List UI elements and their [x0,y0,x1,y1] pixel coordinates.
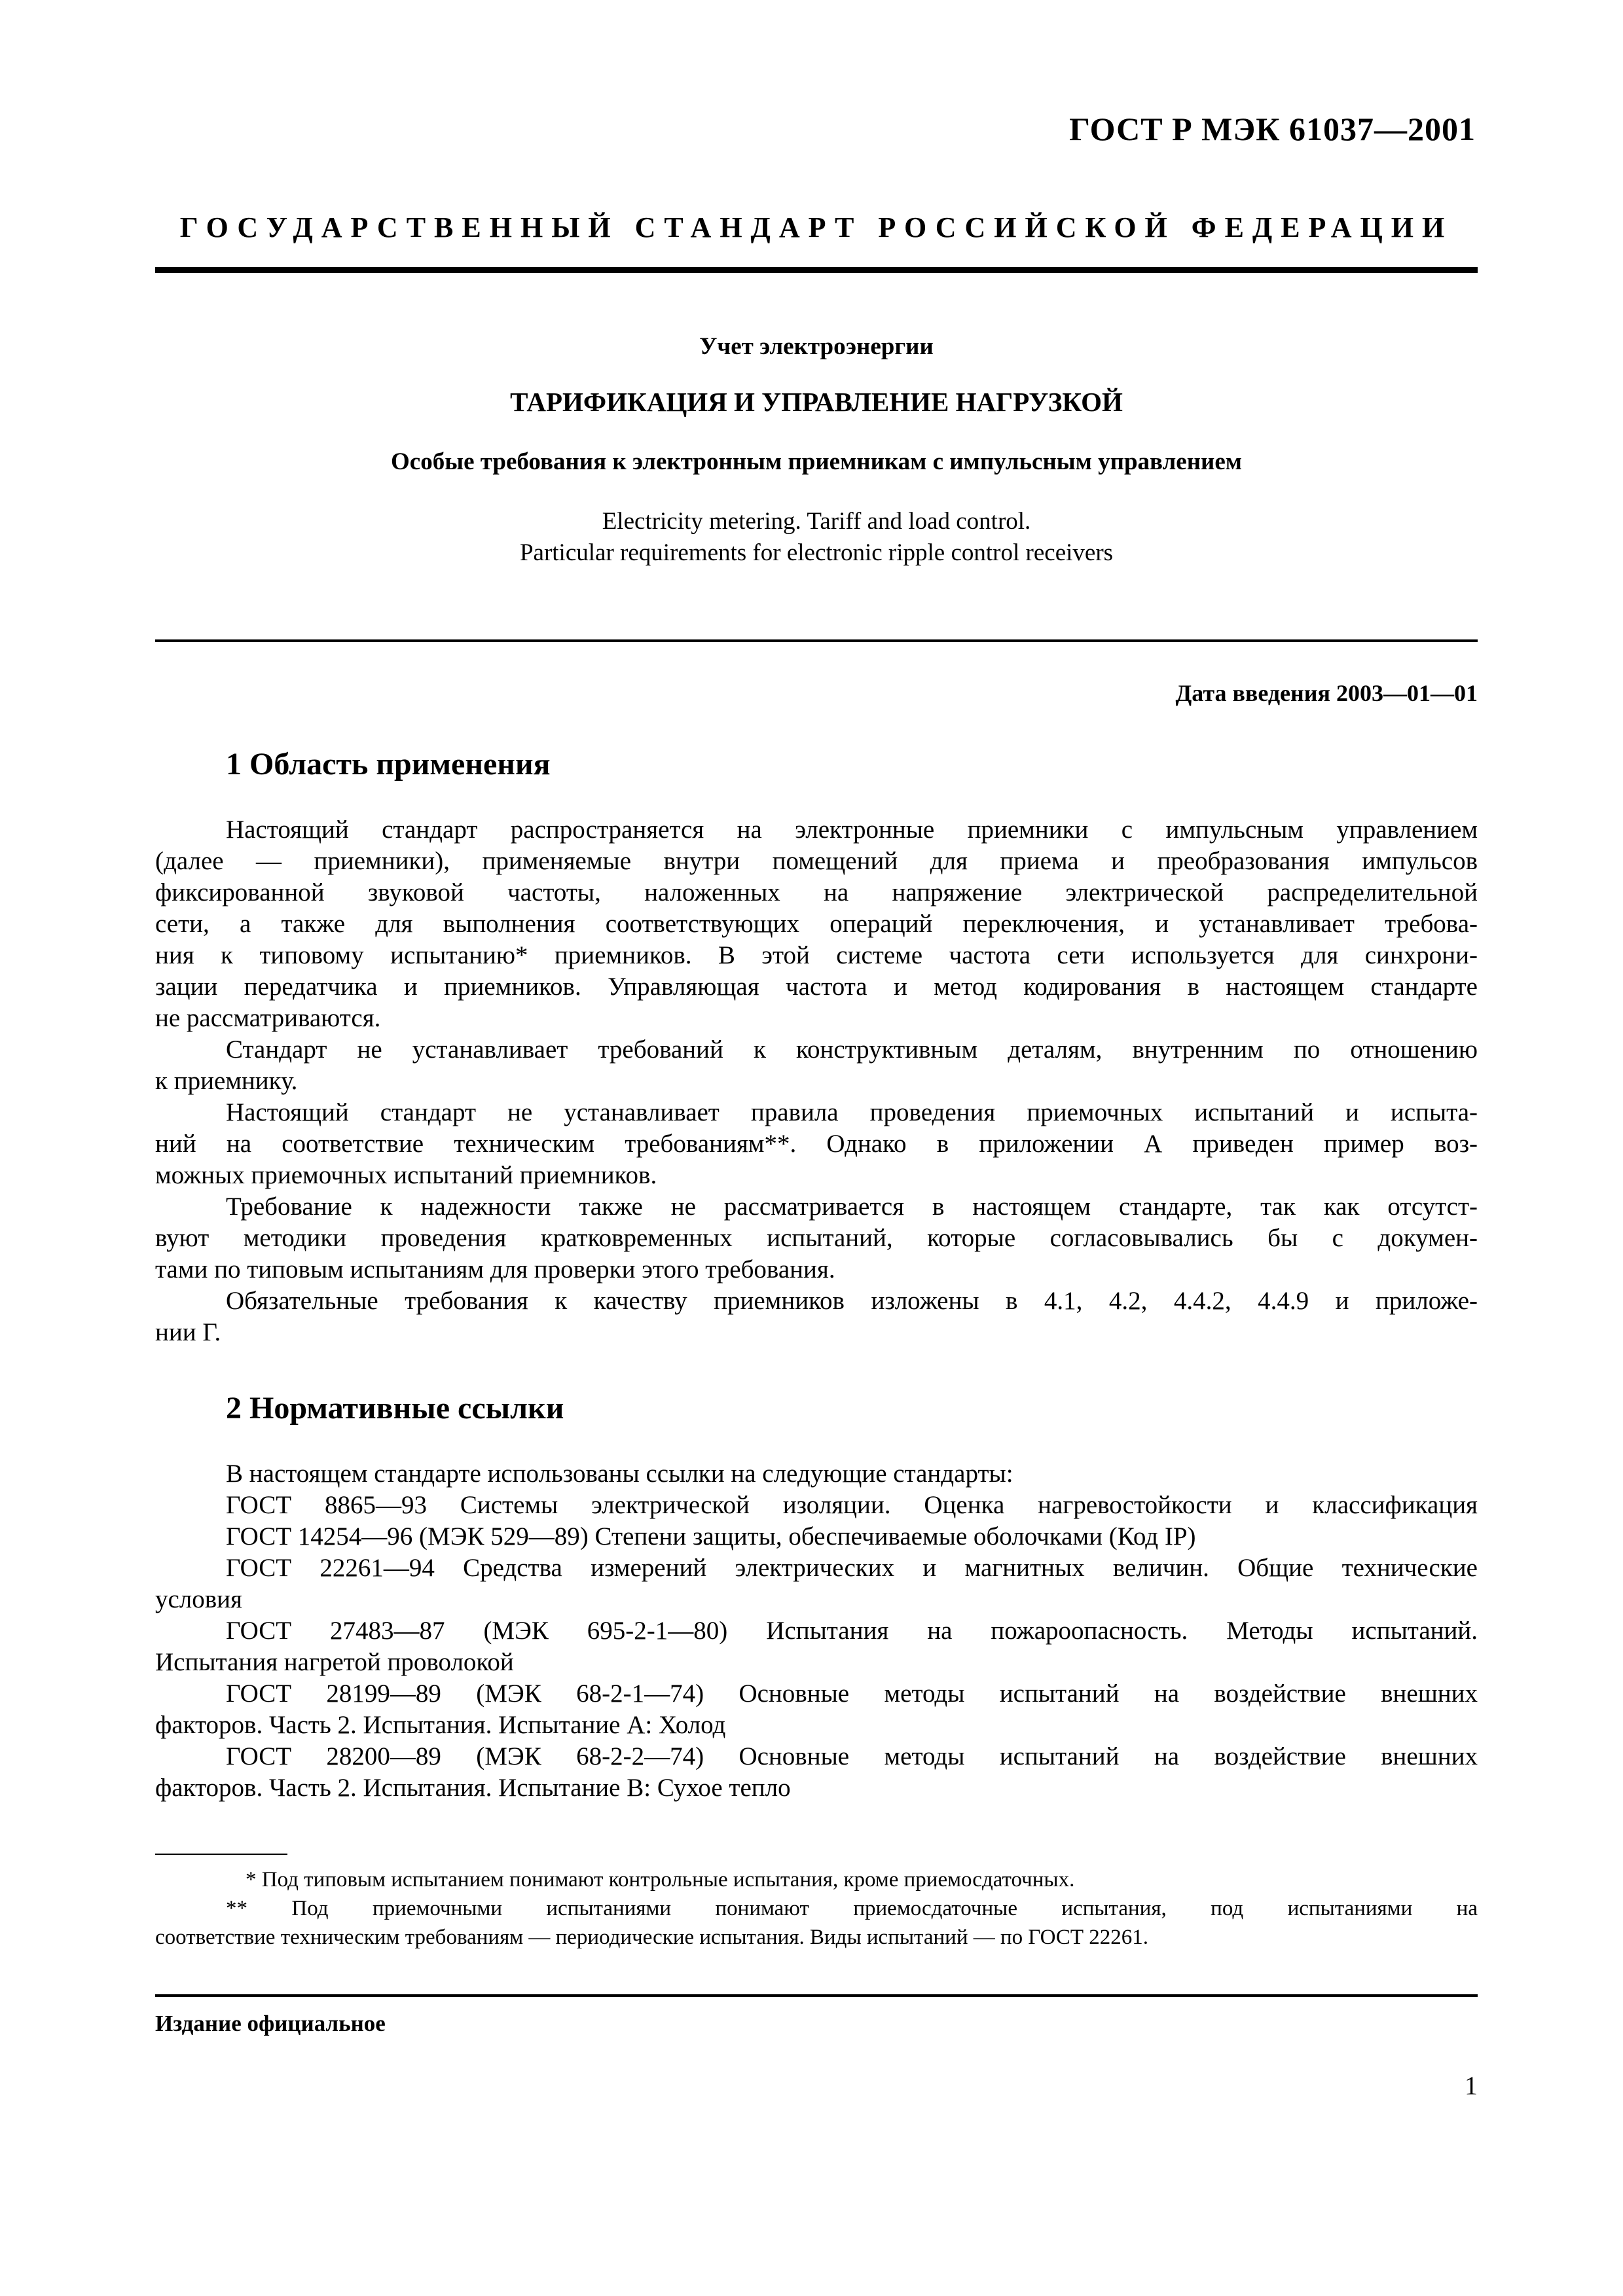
paragraph-line: Обязательные требования к качеству приемников изложены в 4.1, 4.2, 4.4.2, 4.4.9 и приложе- [226,1287,1478,1315]
reference-line: ГОСТ 22261—94 Средства измерений электрических и магнитных величин. Общие технические [226,1554,1478,1582]
intro-date: Дата введения 2003—01—01 [1175,680,1478,706]
paragraph-line: нии Г. [155,1318,221,1346]
reference-line: ГОСТ 27483—87 (МЭК 695-2-1—80) Испытания на пожароопасность. Методы испытаний. [226,1617,1478,1645]
title-main: ТАРИФИКАЦИЯ И УПРАВЛЕНИЕ НАГРУЗКОЙ [510,387,1123,417]
title-subject: Учет электроэнергии [699,333,934,360]
document-code: ГОСТ Р МЭК 61037—2001 [1069,111,1476,147]
reference-line: В настоящем стандарте использованы ссылки на следующие стандарты: [226,1460,1013,1488]
title-english-2: Particular requirements for electronic ripple control receivers [519,539,1114,566]
footer-rule [155,1994,1478,1997]
reference-line: ГОСТ 28199—89 (МЭК 68-2-1—74) Основные методы испытаний на воздействие внешних [226,1679,1478,1708]
footnote-rule [155,1854,287,1855]
paragraph-line: к приемнику. [155,1067,298,1095]
paragraph-line: вуют методики проведения кратковременных испытаний, которые согласовывались бы с докумен- [155,1224,1478,1252]
reference-line: факторов. Часть 2. Испытания. Испытание В: Сухое тепло [155,1774,791,1802]
official-edition-label: Издание официальное [155,2011,386,2036]
title-sub: Особые требования к электронным приемникам с импульсным управлением [391,448,1242,475]
footnote-line: соответствие техническим требованиям — периодические испытания. Виды испытаний — по ГОСТ 22261. [155,1926,1149,1949]
reference-line: Испытания нагретой проволокой [155,1648,514,1676]
paragraph-line: Настоящий стандарт распространяется на электронные приемники с импульсным управлением [226,816,1478,844]
paragraph-line: ний на соответствие техническим требованиям**. Однако в приложении А приведен пример воз- [155,1130,1478,1158]
paragraph-line: тами по типовым испытаниям для проверки этого требования. [155,1255,835,1283]
paragraph-line: не рассматриваются. [155,1004,381,1032]
title-english-1: Electricity metering. Tariff and load control. [602,508,1031,535]
paragraph-line: фиксированной звуковой частоты, наложенных на напряжение электрической распределительной [155,878,1478,906]
state-standard-heading: ГОСУДАРСТВЕННЫЙ СТАНДАРТ РОССИЙСКОЙ ФЕДЕРАЦИИ [179,211,1453,243]
footnote-line: ** Под приемочными испытаниями понимают приемосдаточные испытания, под испытаниями на [226,1897,1478,1920]
title-rule [155,639,1478,642]
section-heading-normative-references: 2 Нормативные ссылки [226,1391,564,1426]
reference-line: факторов. Часть 2. Испытания. Испытание А: Холод [155,1711,726,1739]
paragraph-line: Требование к надежности также не рассматривается в настоящем стандарте, так как отсутст- [226,1193,1478,1221]
page-number: 1 [1465,2071,1478,2100]
paragraph-line: Настоящий стандарт не устанавливает правила проведения приемочных испытаний и испыта- [226,1098,1478,1126]
reference-line: ГОСТ 14254—96 (МЭК 529—89) Степени защиты, обеспечиваемые оболочками (Код IP) [226,1522,1196,1551]
reference-line: ГОСТ 8865—93 Системы электрической изоляции. Оценка нагревостойкости и классификация [226,1491,1478,1519]
reference-line: условия [155,1585,242,1613]
paragraph-line: ния к типовому испытанию* приемников. В этой системе частота сети используется для синхрони- [155,941,1478,969]
reference-line: ГОСТ 28200—89 (МЭК 68-2-2—74) Основные методы испытаний на воздействие внешних [226,1742,1478,1770]
paragraph-line: сети, а также для выполнения соответствующих операций переключения, и устанавливает требова- [155,910,1478,938]
footnote-line: * Под типовым испытанием понимают контрольные испытания, кроме приемосдаточных. [246,1868,1075,1892]
paragraph-line: можных приемочных испытаний приемников. [155,1161,657,1189]
paragraph-line: Стандарт не устанавливает требований к конструктивным деталям, внутренним по отношению [226,1035,1478,1064]
section-heading-scope: 1 Область применения [226,747,551,781]
paragraph-line: (далее — приемники), применяемые внутри помещений для приема и преобразования импульсов [155,847,1478,875]
header-rule [155,267,1478,273]
paragraph-line: зации передатчика и приемников. Управляющая частота и метод кодирования в настоящем стандарте [155,973,1478,1001]
